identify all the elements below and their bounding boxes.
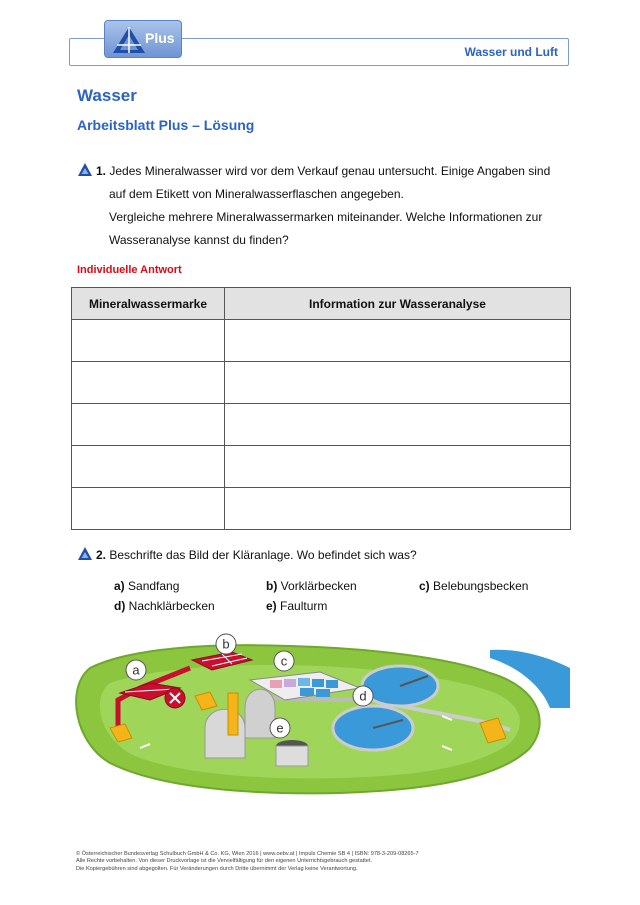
option-e — [266, 599, 327, 613]
table-cell[interactable] — [72, 488, 225, 530]
plus-triangle-icon — [78, 163, 92, 176]
sewage-plant-illustration — [70, 628, 570, 796]
question-2-number: 2. — [96, 548, 107, 562]
label-b: b — [222, 636, 230, 652]
question-1-line2: auf dem Etikett von Mineralwasserflaschen angegeben. — [109, 187, 404, 201]
answer-table — [71, 287, 571, 530]
question-2 — [96, 544, 566, 567]
question-1-line4: Wasseranalyse kannst du finden? — [109, 233, 289, 247]
label-c: c — [280, 653, 288, 669]
option-label: Vorklärbecken — [280, 579, 357, 593]
option-key: d) — [114, 599, 126, 613]
option-key: a) — [114, 579, 125, 593]
option-key: b) — [266, 579, 278, 593]
section-title: Wasser und Luft — [464, 45, 558, 59]
table-row — [72, 362, 571, 404]
table-row — [72, 446, 571, 488]
footer-line2: Alle Rechte vorbehalten. Von dieser Druckvorlage ist die Vervielfältigung für den eigenen Unterrichtsgebrauch gestattet. — [76, 858, 373, 865]
option-key: c) — [419, 579, 430, 593]
basin-cell — [298, 678, 310, 686]
yellow-tank — [228, 693, 238, 735]
table-cell[interactable] — [225, 488, 571, 530]
footer — [76, 851, 576, 873]
header-information: Information zur Wasseranalyse — [225, 288, 571, 320]
basin-cell — [300, 688, 314, 696]
table-cell[interactable] — [225, 362, 571, 404]
table-cell[interactable] — [225, 404, 571, 446]
triangle-logo-icon — [111, 25, 147, 55]
table-row — [72, 488, 571, 530]
digester-tower — [205, 709, 245, 758]
footer-line3: Die Kopiergebühren sind abgegolten. Für Veränderungen durch Dritte übernimmt der Verlag keine Verantwortung. — [76, 865, 358, 872]
label-e: e — [276, 720, 284, 736]
question-1-number: 1. — [96, 164, 107, 178]
table-cell[interactable] — [72, 404, 225, 446]
logo-text: Plus — [145, 30, 175, 46]
option-label: Faulturm — [280, 599, 328, 613]
header-mineralwassermarke: Mineralwassermarke — [72, 288, 225, 320]
plus-logo — [104, 20, 182, 58]
option-d — [114, 599, 215, 613]
basin-cell — [284, 679, 296, 687]
option-label: Nachklärbecken — [128, 599, 215, 613]
question-1-line3: Vergleiche mehrere Mineralwassermarken miteinander. Welche Informationen zur — [109, 210, 543, 224]
table-cell[interactable] — [72, 362, 225, 404]
option-label: Sandfang — [128, 579, 180, 593]
question-1 — [96, 160, 566, 252]
page-title: Wasser — [77, 86, 137, 105]
table-header-row — [72, 288, 571, 320]
basin-cell — [270, 680, 282, 688]
table-cell[interactable] — [72, 446, 225, 488]
label-d: d — [359, 688, 367, 704]
table-cell[interactable] — [225, 320, 571, 362]
basin-cell — [316, 689, 330, 697]
answer-label: Individuelle Antwort — [77, 264, 182, 276]
page-subtitle: Arbeitsblatt Plus – Lösung — [77, 117, 255, 133]
option-b — [266, 579, 357, 593]
table-cell[interactable] — [72, 320, 225, 362]
option-c — [419, 579, 528, 593]
question-2-text: Beschrifte das Bild der Kläranlage. Wo befindet sich was? — [109, 548, 417, 562]
sludge-tank — [276, 746, 308, 766]
footer-line1: © Österreichischer Bundesverlag Schulbuch GmbH & Co. KG, Wien 2016 | www.oebv.at | Impuls Chemie SB 4 | ISBN: 978-3-209-08265-7 — [76, 851, 419, 857]
question-1-line1: Jedes Mineralwasser wird vor dem Verkauf genau untersucht. Einige Angaben sind — [109, 164, 551, 178]
basin-cell — [312, 679, 324, 687]
basin-cell — [326, 680, 338, 688]
label-a: a — [132, 662, 140, 678]
option-label: Belebungsbecken — [433, 579, 529, 593]
table-cell[interactable] — [225, 446, 571, 488]
table-row — [72, 404, 571, 446]
option-key: e) — [266, 599, 277, 613]
option-a — [114, 579, 179, 593]
plus-triangle-icon — [78, 547, 92, 560]
table-row — [72, 320, 571, 362]
